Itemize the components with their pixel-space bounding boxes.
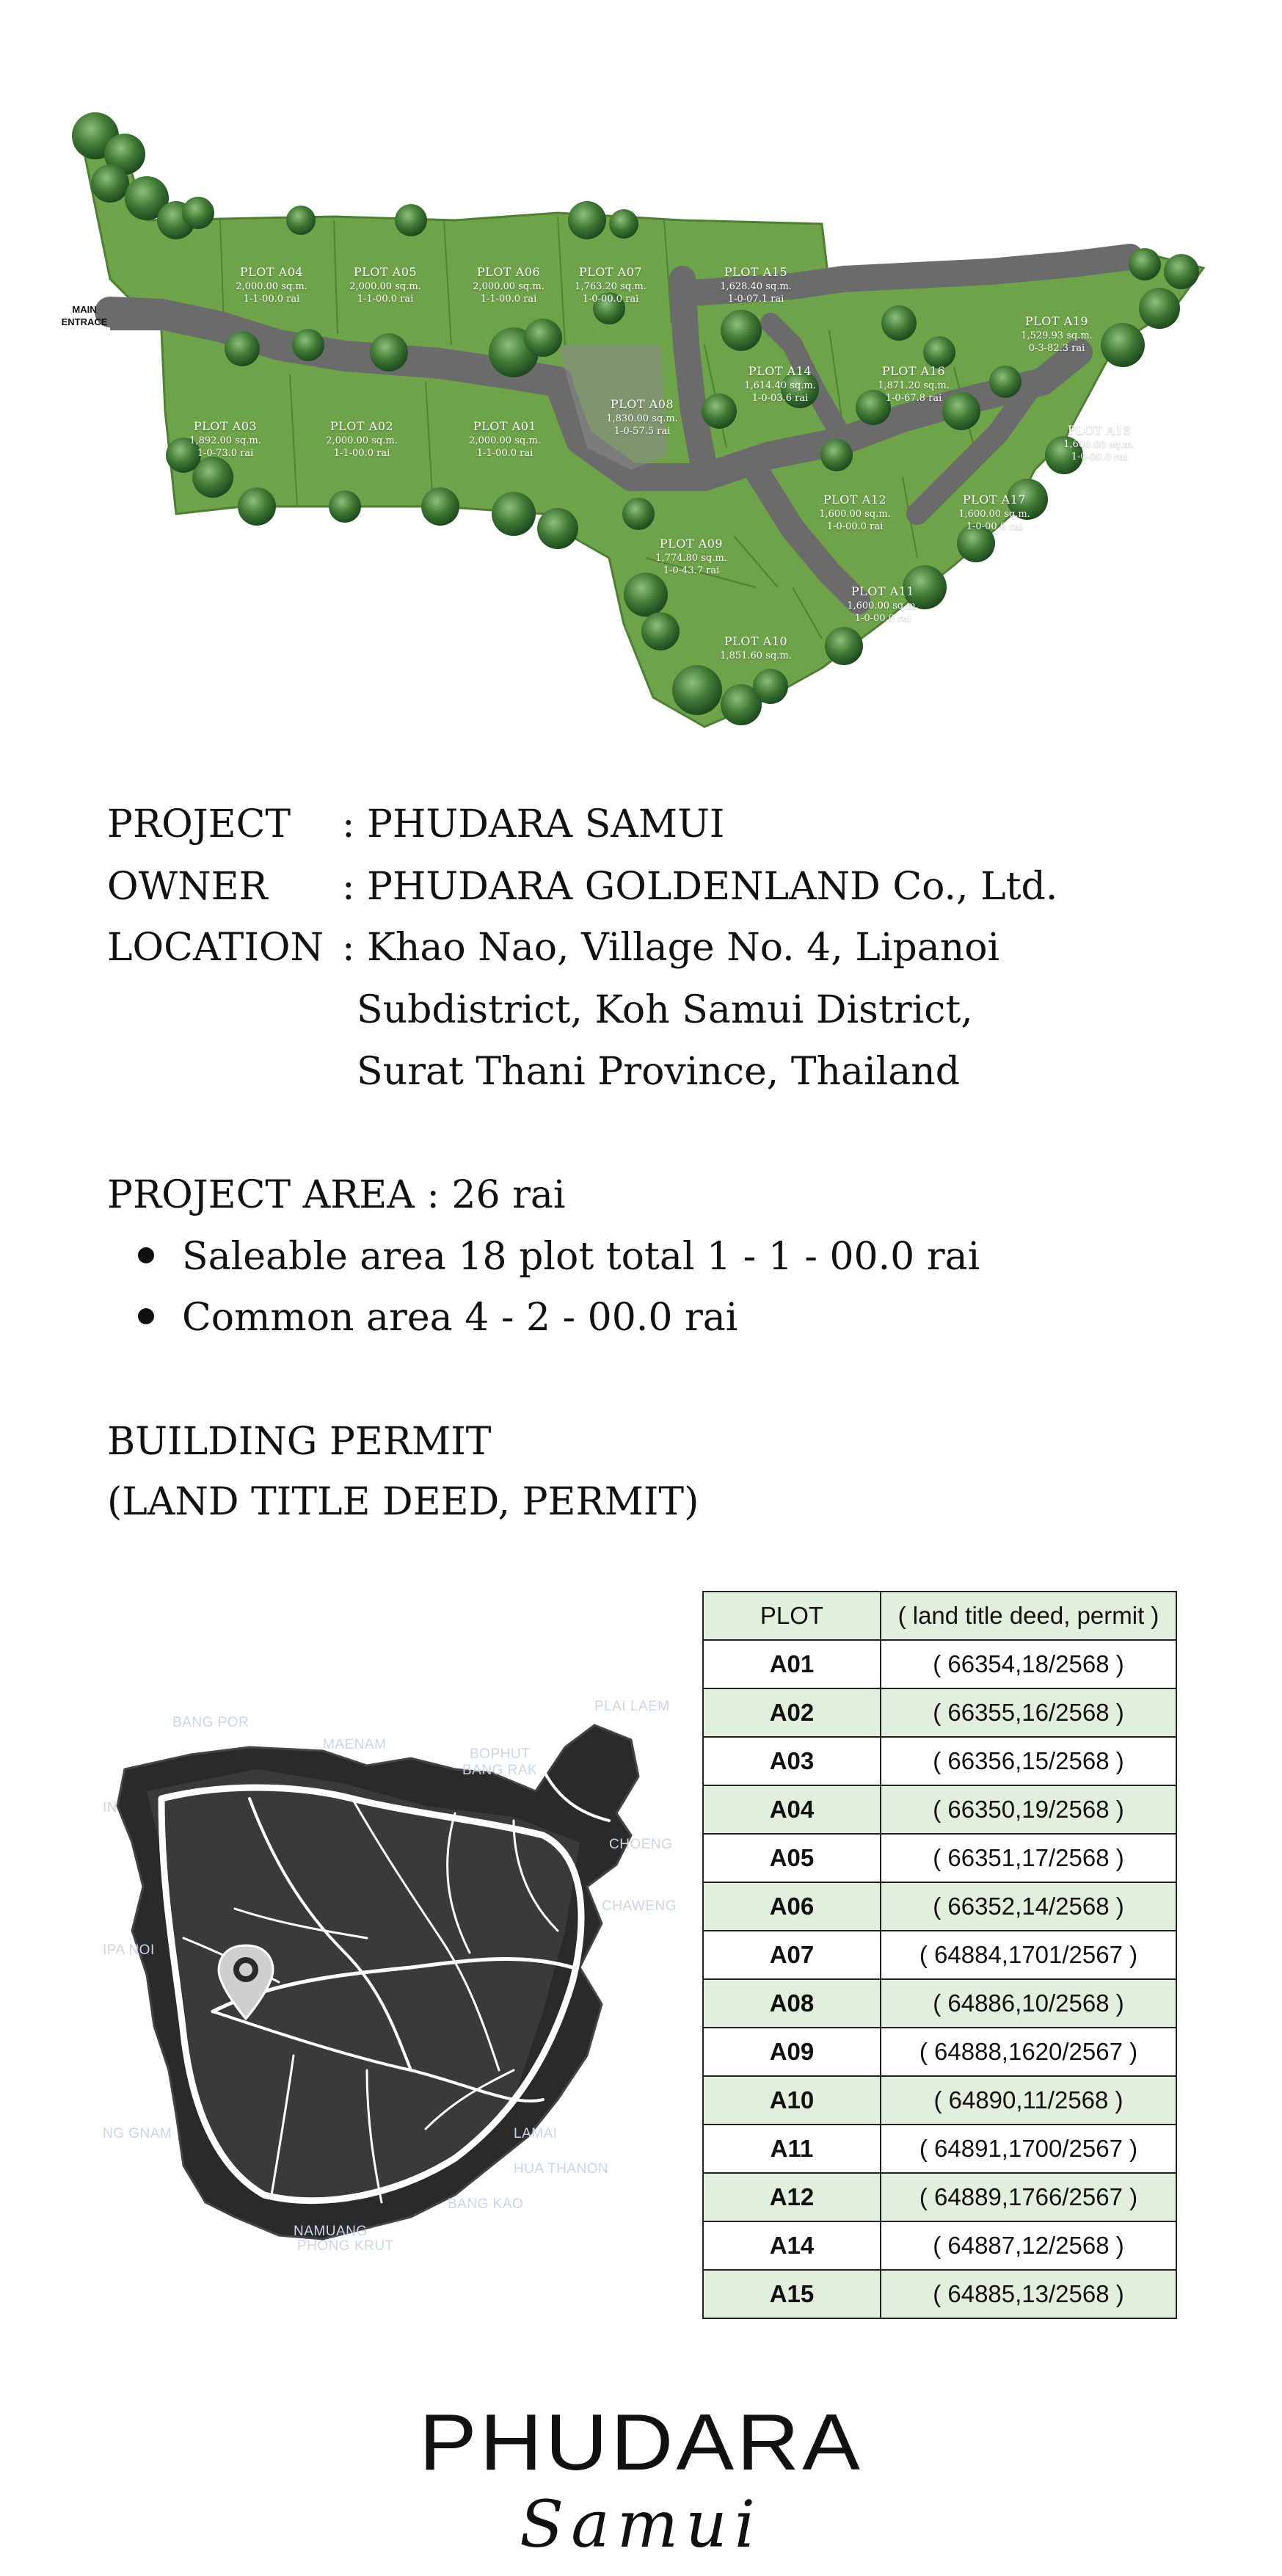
plot-label xyxy=(686,264,826,306)
tree-icon xyxy=(370,333,408,371)
entrance-line-2: ENTRACE xyxy=(61,316,108,327)
deed-cell: ( 64886,10/2568 ) xyxy=(881,1979,1176,2028)
map-place-label: BANG POR xyxy=(172,1715,250,1730)
deed-cell: ( 64884,1701/2567 ) xyxy=(881,1931,1176,1979)
tree-icon xyxy=(672,665,722,715)
tree-icon xyxy=(292,329,324,361)
plot-name: PLOT A07 xyxy=(578,265,643,279)
common-area-item xyxy=(138,1296,738,1340)
table-row xyxy=(703,2221,1176,2270)
project-value: : PHUDARA SAMUI xyxy=(342,802,725,846)
plot-name: PLOT A06 xyxy=(476,265,541,279)
map-place-label: PLAI LAEM xyxy=(594,1699,670,1714)
table-row xyxy=(703,2125,1176,2173)
map-place-label: BOPHUT xyxy=(470,1746,531,1762)
map-place-label: CHOENG xyxy=(609,1837,673,1852)
plot-name: PLOT A01 xyxy=(473,419,537,433)
plot-name: PLOT A11 xyxy=(851,584,915,598)
tree-icon xyxy=(624,573,668,617)
table-row xyxy=(703,1931,1176,1979)
plot-name: PLOT A05 xyxy=(353,265,418,279)
plot-rai: 0-3-82.3 rai xyxy=(1028,343,1085,355)
plot-rai: 1-0-73.0 rai xyxy=(197,448,254,460)
plot-name: PLOT A02 xyxy=(329,419,394,433)
project-row xyxy=(107,802,725,846)
plot-label xyxy=(541,264,680,306)
tree-icon xyxy=(421,487,459,526)
tree-icon xyxy=(721,310,762,351)
deed-cell: ( 66350,19/2568 ) xyxy=(881,1785,1176,1834)
plot-name: PLOT A16 xyxy=(881,364,946,378)
plot-name: PLOT A12 xyxy=(823,493,887,507)
table-row xyxy=(703,1979,1176,2028)
plot-area: 1,830.00 sq.m. xyxy=(606,413,678,424)
samui-logo-script: Samui xyxy=(519,2486,762,2562)
location-line-1: : Khao Nao, Village No. 4, Lipanoi xyxy=(342,926,1000,970)
column-header-plot: PLOT xyxy=(703,1592,881,1640)
tree-icon xyxy=(1129,248,1161,280)
plot-rai: 1-0-03.6 rai xyxy=(751,393,809,404)
plot-cell: A03 xyxy=(703,1737,881,1785)
plot-area: 2,000.00 sq.m. xyxy=(349,280,421,292)
site-plan xyxy=(0,0,1282,741)
tree-icon xyxy=(753,669,788,704)
plot-area: 1,774.80 sq.m. xyxy=(655,552,727,564)
map-place-label: HUA THANON xyxy=(514,2161,609,2177)
plot-area: 1,892.00 sq.m. xyxy=(189,435,261,446)
deed-cell: ( 66351,17/2568 ) xyxy=(881,1834,1176,1882)
plot-area: 1,763.20 sq.m. xyxy=(575,280,647,292)
deed-cell: ( 66355,16/2568 ) xyxy=(881,1688,1176,1737)
map-place-label: IPA NOI xyxy=(103,1942,155,1958)
table-row xyxy=(703,2076,1176,2125)
deed-cell: ( 64888,1620/2567 ) xyxy=(881,2028,1176,2076)
plot-name: PLOT A03 xyxy=(193,419,258,433)
plot-cell: A08 xyxy=(703,1979,881,2028)
plot-area: 1,871.20 sq.m. xyxy=(878,380,950,391)
plot-cell: A09 xyxy=(703,2028,881,2076)
table-row xyxy=(703,1834,1176,1882)
map-place-label: MAENAM xyxy=(323,1737,387,1752)
plot-area: 1,529.93 sq.m. xyxy=(1021,330,1093,341)
plot-area: 2,000.00 sq.m. xyxy=(473,280,545,292)
plot-rai: 1-1-00.0 rai xyxy=(243,294,300,305)
plot-cell: A06 xyxy=(703,1882,881,1931)
plot-label xyxy=(622,536,761,578)
deed-cell: ( 64890,11/2568 ) xyxy=(881,2076,1176,2125)
phudara-logo-wordmark: PHUDARA xyxy=(419,2398,863,2487)
plot-area: 1,614.40 sq.m. xyxy=(744,380,816,391)
plot-area: 1,628.40 sq.m. xyxy=(720,280,792,292)
project-area-heading: PROJECT AREA : 26 rai xyxy=(107,1173,566,1217)
plot-name: PLOT A09 xyxy=(659,537,724,551)
plot-label xyxy=(435,418,575,460)
tree-icon xyxy=(492,492,536,536)
plot-rai: 1-1-00.0 rai xyxy=(357,294,414,305)
plot-name: PLOT A08 xyxy=(610,397,674,411)
table-row xyxy=(703,2173,1176,2221)
tree-icon xyxy=(225,331,260,366)
table-row xyxy=(703,1737,1176,1785)
plot-area: 2,000.00 sq.m. xyxy=(236,280,307,292)
map-place-label: NG GNAM xyxy=(103,2126,172,2141)
plot-area: 2,000.00 sq.m. xyxy=(469,435,541,446)
map-place-label: IN xyxy=(103,1800,117,1815)
plot-area: 1,851.60 sq.m. xyxy=(720,650,792,661)
bullet-icon xyxy=(138,1308,154,1324)
project-label: PROJECT xyxy=(107,802,291,846)
plot-area: 2,000.00 sq.m. xyxy=(326,435,398,446)
plot-rai: 1-0-00.0 rai xyxy=(582,294,639,305)
plot-cell: A12 xyxy=(703,2173,881,2221)
plot-rai: 1-0-57.5 rai xyxy=(613,426,671,438)
deed-cell: ( 64887,12/2568 ) xyxy=(881,2221,1176,2270)
plot-cell: A10 xyxy=(703,2076,881,2125)
column-header-deed: ( land title deed, permit ) xyxy=(881,1592,1176,1640)
plot-label xyxy=(925,492,1064,534)
plot-cell: A01 xyxy=(703,1640,881,1688)
saleable-area-text: Saleable area 18 plot total 1 - 1 - 00.0 rai xyxy=(182,1235,980,1279)
tree-icon xyxy=(825,627,863,665)
plot-area: 1,600.00 sq.m. xyxy=(1063,438,1135,450)
koh-samui-map xyxy=(103,1688,677,2276)
location-label: LOCATION xyxy=(107,926,324,970)
plot-cell: A04 xyxy=(703,1785,881,1834)
table-header-row xyxy=(703,1592,1176,1640)
plot-rai: 1-0-67.8 rai xyxy=(885,393,942,404)
tree-icon xyxy=(524,319,562,357)
plot-rai: 1-0-43.7 rai xyxy=(663,565,720,577)
tree-icon xyxy=(395,204,427,236)
tree-icon xyxy=(622,498,655,530)
tree-icon xyxy=(568,201,606,239)
deed-cell: ( 66356,15/2568 ) xyxy=(881,1737,1176,1785)
tree-icon xyxy=(238,487,276,526)
plot-cell: A14 xyxy=(703,2221,881,2270)
plot-label xyxy=(156,418,295,460)
tree-icon xyxy=(329,490,361,523)
deed-cell: ( 66354,18/2568 ) xyxy=(881,1640,1176,1688)
deed-cell: ( 66352,14/2568 ) xyxy=(881,1882,1176,1931)
plot-area: 1,600.00 sq.m. xyxy=(819,508,891,520)
plot-name: PLOT A10 xyxy=(724,634,788,648)
tree-icon xyxy=(881,305,917,341)
entrance-line-1: MAIN xyxy=(72,304,97,315)
plot-name: PLOT A18 xyxy=(1067,423,1132,437)
plot-area: 1,600.00 sq.m. xyxy=(958,508,1030,520)
table-row xyxy=(703,2270,1176,2318)
map-place-label: PHONG KRUT xyxy=(297,2238,394,2254)
plot-rai: 1-1-00.0 rai xyxy=(476,448,533,460)
plot-label xyxy=(1030,422,1169,464)
bullet-icon xyxy=(138,1247,154,1263)
permit-table xyxy=(702,1591,1177,2319)
plot-cell: A11 xyxy=(703,2125,881,2173)
saleable-area-item xyxy=(138,1235,980,1279)
main-entrance-label xyxy=(44,304,125,329)
tree-icon xyxy=(641,612,680,650)
map-place-label: LAMAI xyxy=(514,2126,558,2141)
tree-icon xyxy=(1164,254,1199,289)
plot-cell: A05 xyxy=(703,1834,881,1882)
map-place-label: BANG KAO xyxy=(448,2196,524,2212)
plot-rai: 1-0-07.1 rai xyxy=(727,294,784,305)
plot-label xyxy=(316,264,455,306)
location-row xyxy=(107,926,1000,970)
map-place-label: CHAWENG xyxy=(602,1898,677,1914)
building-permit-heading: BUILDING PERMIT xyxy=(107,1420,492,1464)
plot-name: PLOT A19 xyxy=(1024,314,1089,328)
plot-name: PLOT A17 xyxy=(962,493,1027,507)
plot-label xyxy=(813,584,953,625)
common-area-text: Common area 4 - 2 - 00.0 rai xyxy=(182,1296,738,1340)
tree-icon xyxy=(820,439,853,471)
deed-cell: ( 64885,13/2568 ) xyxy=(881,2270,1176,2318)
deed-cell: ( 64889,1766/2567 ) xyxy=(881,2173,1176,2221)
plot-label xyxy=(686,634,826,662)
table-row xyxy=(703,2028,1176,2076)
deed-cell: ( 64891,1700/2567 ) xyxy=(881,2125,1176,2173)
plot-rai: 1-1-00.0 rai xyxy=(480,294,537,305)
tree-icon xyxy=(609,209,638,239)
map-place-label: BANG RAK xyxy=(462,1763,538,1778)
tree-icon xyxy=(1139,288,1180,329)
plot-area: 1,600.00 sq.m. xyxy=(847,600,919,612)
tree-icon xyxy=(182,197,214,229)
plot-rai: 1-0-00.0 rai xyxy=(854,613,911,625)
plot-rai: 1-0-00.0 rai xyxy=(1071,451,1128,463)
permit-table-body xyxy=(703,1640,1176,2318)
table-row xyxy=(703,1688,1176,1737)
tree-icon xyxy=(537,508,578,549)
plot-label xyxy=(572,396,712,438)
plot-label xyxy=(987,313,1126,355)
plot-name: PLOT A04 xyxy=(239,265,304,279)
table-row xyxy=(703,1640,1176,1688)
plot-rai: 1-0-00.0 rai xyxy=(966,521,1023,533)
tree-icon xyxy=(286,206,316,235)
tree-icon xyxy=(989,366,1021,398)
plot-name: PLOT A14 xyxy=(748,364,812,378)
map-place-label: NAMUANG xyxy=(294,2224,368,2239)
plot-label xyxy=(785,492,925,534)
location-line-2: Subdistrict, Koh Samui District, xyxy=(357,988,973,1032)
table-row xyxy=(703,1882,1176,1931)
tree-icon xyxy=(91,164,129,203)
owner-row xyxy=(107,865,1058,909)
plot-rai: 1-1-00.0 rai xyxy=(333,448,390,460)
building-permit-subheading: (LAND TITLE DEED, PERMIT) xyxy=(107,1480,699,1524)
plot-label xyxy=(844,363,983,405)
plot-rai: 1-0-00.0 rai xyxy=(826,521,884,533)
owner-value: : PHUDARA GOLDENLAND Co., Ltd. xyxy=(342,865,1058,909)
owner-label: OWNER xyxy=(107,865,268,909)
table-row xyxy=(703,1785,1176,1834)
plot-cell: A15 xyxy=(703,2270,881,2318)
plot-label xyxy=(710,363,850,405)
plot-cell: A02 xyxy=(703,1688,881,1737)
plot-label xyxy=(292,418,431,460)
plot-cell: A07 xyxy=(703,1931,881,1979)
location-line-3: Surat Thani Province, Thailand xyxy=(357,1050,961,1094)
plot-name: PLOT A15 xyxy=(724,265,788,279)
